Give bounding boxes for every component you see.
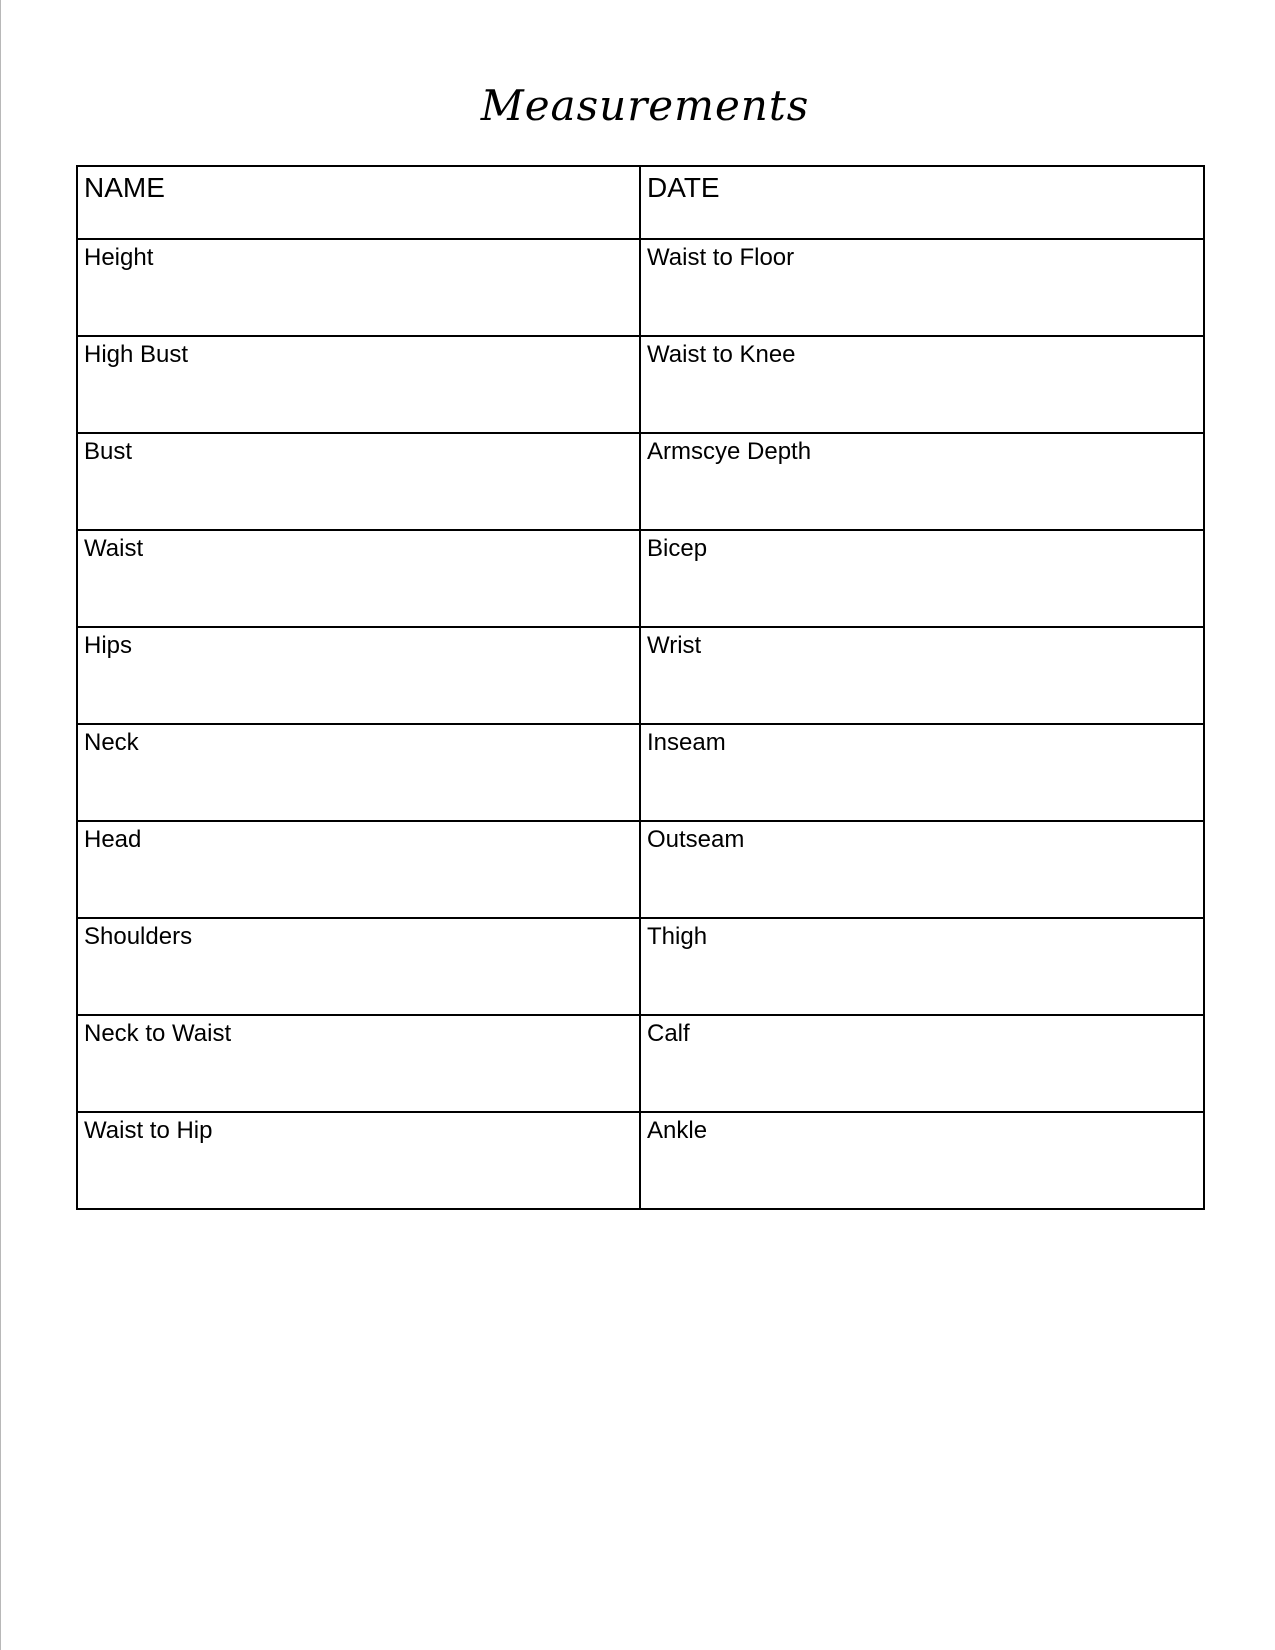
measurement-cell-waist-to-hip[interactable] xyxy=(77,1112,640,1209)
measurement-cell-neck-to-waist[interactable] xyxy=(77,1015,640,1112)
measurement-label: Wrist xyxy=(647,632,702,659)
measurement-cell-thigh[interactable] xyxy=(640,918,1204,1015)
measurement-cell-waist-to-floor[interactable] xyxy=(640,239,1204,336)
measurement-label: Armscye Depth xyxy=(647,438,812,465)
measurement-label: Waist to Floor xyxy=(647,244,795,271)
measurement-cell-neck[interactable] xyxy=(77,724,640,821)
measurement-label: Neck to Waist xyxy=(84,1020,232,1047)
date-label: DATE xyxy=(647,172,720,203)
measurement-label: Hips xyxy=(84,632,133,659)
date-field[interactable] xyxy=(640,166,1204,239)
measurement-cell-head[interactable] xyxy=(77,821,640,918)
measurement-cell-ankle[interactable] xyxy=(640,1112,1204,1209)
measurement-label: High Bust xyxy=(84,341,189,368)
measurement-label: Thigh xyxy=(647,923,708,950)
measurement-label: Shoulders xyxy=(84,923,193,950)
measurement-cell-inseam[interactable] xyxy=(640,724,1204,821)
measurement-label: Neck xyxy=(84,729,139,756)
measurement-label: Bicep xyxy=(647,535,708,562)
measurement-label: Outseam xyxy=(647,826,745,853)
measurement-cell-bicep[interactable] xyxy=(640,530,1204,627)
measurements-table xyxy=(76,165,1205,1210)
page-title: Measurements xyxy=(480,81,810,130)
measurement-cell-calf[interactable] xyxy=(640,1015,1204,1112)
measurement-cell-waist[interactable] xyxy=(77,530,640,627)
header-row xyxy=(77,166,1204,239)
measurement-label: Head xyxy=(84,826,142,853)
measurement-label: Height xyxy=(84,244,154,271)
measurement-label: Waist xyxy=(84,535,144,562)
measurement-label: Bust xyxy=(84,438,133,465)
measurement-label: Inseam xyxy=(647,729,726,756)
measurement-cell-height[interactable] xyxy=(77,239,640,336)
measurement-cell-outseam[interactable] xyxy=(640,821,1204,918)
table-row xyxy=(77,1112,1204,1209)
measurement-label: Calf xyxy=(647,1020,690,1047)
measurement-cell-armscye-depth[interactable] xyxy=(640,433,1204,530)
table-row xyxy=(77,433,1204,530)
measurement-cell-hips[interactable] xyxy=(77,627,640,724)
table-row xyxy=(77,239,1204,336)
table-row xyxy=(77,821,1204,918)
table-row xyxy=(77,1015,1204,1112)
page-edge xyxy=(0,0,1,1650)
measurement-cell-waist-to-knee[interactable] xyxy=(640,336,1204,433)
table-row xyxy=(77,530,1204,627)
measurement-cell-bust[interactable] xyxy=(77,433,640,530)
table-row xyxy=(77,336,1204,433)
measurement-label: Waist to Hip xyxy=(84,1117,213,1144)
table-row xyxy=(77,918,1204,1015)
measurement-label: Ankle xyxy=(647,1117,708,1144)
name-field[interactable] xyxy=(77,166,640,239)
measurement-cell-shoulders[interactable] xyxy=(77,918,640,1015)
name-label: NAME xyxy=(84,172,165,203)
measurement-cell-high-bust[interactable] xyxy=(77,336,640,433)
measurement-cell-wrist[interactable] xyxy=(640,627,1204,724)
table-row xyxy=(77,627,1204,724)
measurement-label: Waist to Knee xyxy=(647,341,796,368)
table-row xyxy=(77,724,1204,821)
